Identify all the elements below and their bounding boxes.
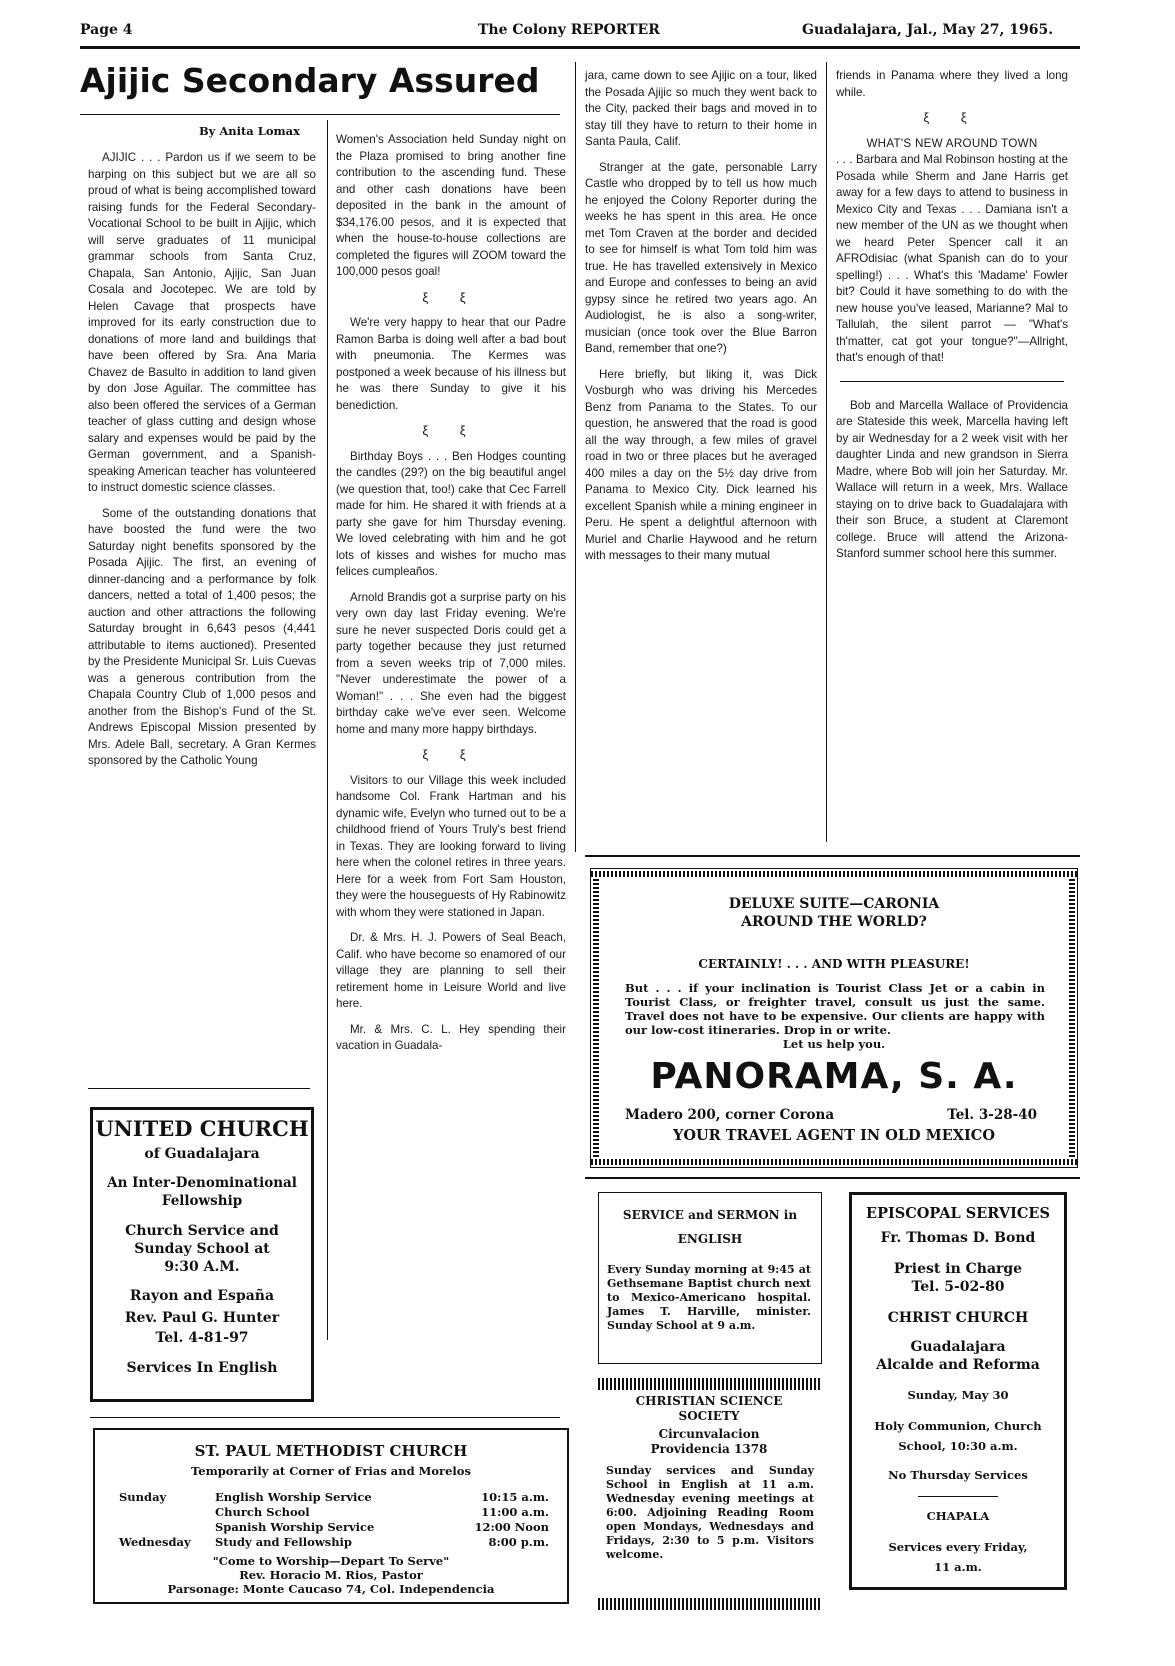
methodist-motto: "Come to Worship—Depart To Serve" (212, 1554, 450, 1568)
ad-title: DELUXE SUITE—CARONIA (728, 896, 940, 912)
schedule-day: Wednesday (119, 1535, 191, 1549)
baptist-ad (598, 1192, 822, 1364)
paragraph: AJIJIC . . . Pardon us if we seem to be harping on this subject but we are all so proud of what is being accomplished toward raising funds for the Federal Secondary-Vocational School to be built in Ajijic, which will serve graduates of 11 municipal grammar schools from Santa Cruz, Chapala, San Antonio, Ajijic, San Juan Cosala and Jocotepec. We are told by Helen Cavage that prospects have improved for its early construction due to donations of more land and buildings that have been offered by Sra. Ana Maria Chavez de Basulto in addition to land given by don Jose Aguilar. The committee has also been offered the services of a German teacher of glass cutting and design whose salary and expenses would be paid by the German government, and a Spanish-speaking American teacher has volunteered to instruct domestic science classes. (88, 151, 316, 494)
episcopal-note: No Thursday Services (888, 1468, 1028, 1482)
episcopal-service: Holy Communion, Church (874, 1419, 1042, 1433)
methodist-location: Temporarily at Corner of Frias and Morelos (191, 1464, 471, 1478)
church-service-time: 9:30 A.M. (164, 1259, 240, 1275)
dateline: Guadalajara, Jal., May 27, 1965. (802, 22, 1054, 38)
episcopal-chapala: CHAPALA (926, 1509, 990, 1523)
ad-phone: Tel. 3-28-40 (947, 1107, 1037, 1123)
schedule-item: Spanish Worship Service (215, 1520, 375, 1534)
schedule-item: Study and Fellowship (215, 1535, 352, 1549)
church-city: of Guadalajara (144, 1146, 260, 1162)
church-pastor: Rev. Paul G. Hunter (124, 1310, 280, 1326)
episcopal-date: Sunday, May 30 (907, 1388, 1009, 1402)
cs-street: Circunvalacion (658, 1427, 760, 1441)
episcopal-church: CHRIST CHURCH (887, 1310, 1029, 1326)
paragraph: . . . Barbara and Mal Robinson hosting at the Posada while Sherm and Jane Harris get away for a few days to attend to business in Mexico City and Texas . . . Damiana isn't a new member of the UN as we thought when we heard Peter Spencer call it an AFROdisiac (what Spanish can do to your spelling!) . . . What's this 'Madame' Fowler bit? Could it have something to do with the new house you've leased, Marianne? Mal to Tallulah, the silent parrot — "What's th'matter, cat got your tongue?"—Allright, that's enough of that! (836, 153, 1068, 364)
episcopal-chapala-time: 11 a.m. (934, 1560, 982, 1574)
border-pattern (593, 879, 599, 1157)
column-rule (826, 62, 827, 842)
schedule-time: 12:00 Noon (474, 1520, 549, 1534)
schedule-row (119, 1520, 549, 1535)
episcopal-ad (849, 1192, 1067, 1590)
paragraph: Birthday Boys . . . Ben Hodges counting the candles (29?) on the big beautiful angel (we question that, too!) cake that Cec Farrell made for him. He shared it with friends at a party she gave for him Thursday evening. We loved celebrating with him and he got lots of kisses and wishes for mucho mas felices cumpleaños. (336, 449, 566, 578)
schedule-day: Sunday (119, 1490, 167, 1504)
article-column-3 (585, 68, 817, 574)
episcopal-phone: Tel. 5-02-80 (911, 1279, 1005, 1295)
paragraph: Women's Association held Sunday night on the Plaza promised to bring another fine contribution to the ascending fund. These and other cash donations have been deposited in the bank in the amount of $34,176.00 pesos, and it is expected that when the house-to-house collections are completed the figures will ZOOM toward the 100,000 pesos goal! (336, 133, 566, 278)
methodist-parsonage: Parsonage: Monte Caucaso 74, Col. Independencia (167, 1582, 495, 1596)
church-service: Sunday School at (134, 1241, 270, 1257)
episcopal-role: Priest in Charge (893, 1261, 1023, 1277)
paragraph: Stranger at the gate, personable Larry Castle who dropped by to tell us how much he enjoyed the Colony Reporter during the weeks he has spent in this area. He once met Tom Craven at the border and decided to see for himself is what Tom told him was true. He has travelled extensively in Mexico and Europe and confesses to being an avid gypsy since he retired two years ago. An Audiologist, he is also a song-writer, musician (once took over the Blue Barron Band, remember that one?) (585, 160, 817, 355)
methodist-pastor: Rev. Horacio M. Rios, Pastor (239, 1568, 423, 1582)
church-phone: Tel. 4-81-97 (155, 1330, 249, 1346)
cs-title: CHRISTIAN SCIENCE (635, 1394, 783, 1408)
border-pattern (591, 1159, 1077, 1165)
paragraph: We're very happy to hear that our Padre Ramon Barba is doing well after a bad bout with pneumonia. The Kermes was postponed a week because of his illness but he was there Sunday to give it his benediction. (336, 316, 566, 412)
section-rule (90, 1417, 560, 1418)
paragraph: Mr. & Mrs. C. L. Hey spending their vacation in Guadala- (336, 1022, 566, 1052)
paragraph: jara, came down to see Ajijic on a tour, liked the Posada Ajijic so much they went back to the City, packed their bags and moved in to stay till they have to return to their home in Santa Paula, Calif. (585, 69, 817, 148)
ad-title: AROUND THE WORLD? (741, 914, 927, 930)
ornament: ξ ξ (923, 110, 981, 125)
paragraph: Bob and Marcella Wallace of Providencia are Stateside this week, Marcella having left by air Wednesday for a 2 week visit with her daughter Linda and new grandson in Sierra Madre, where Bob will join her Saturday. Mr. Wallace will return in a week, Mrs. Wallace staying on to drive back to Guadalajara with their son Bruce, a student at Claremont college. Bruce will attend the Arizona-Stanford summer school here this summer. (836, 398, 1068, 560)
article-column-1 (88, 150, 316, 779)
episcopal-priest: Fr. Thomas D. Bond (880, 1230, 1036, 1246)
episcopal-title: EPISCOPAL SERVICES (866, 1205, 1050, 1222)
schedule-time: 10:15 a.m. (481, 1490, 549, 1504)
ad-help: Let us help you. (782, 1037, 886, 1051)
section-title: WHAT'S NEW AROUND TOWN (866, 136, 1038, 150)
cs-address: Providencia 1378 (650, 1442, 768, 1456)
paragraph: Here briefly, but liking it, was Dick Vosburgh who was driving his Mercedes Benz from Panama to the States. To our question, he answered that the road is good all the way through, a few miles of gravel road in two or three places but he averaged 400 miles a day on the 5½ day drive from Panama to Mexico City. Dick learned his excellent Spanish while a mining engineer in Peru. He spent a delightful afternoon with Muriel and Charlie Haywood and he return with messages to their many mutual (585, 367, 817, 562)
schedule-row (119, 1490, 549, 1505)
methodist-name: ST. PAUL METHODIST CHURCH (194, 1442, 468, 1460)
column-rule (575, 62, 576, 852)
cs-body: Sunday services and Sunday School in English at 11 a.m. Wednesday evening meetings at 6:00. Adjoining Reading Room open Mondays, Wednesdays and Fridays, 2:30 to 5 p.m. Visitors welcome. (606, 1464, 814, 1561)
paragraph: Dr. & Mrs. H. J. Powers of Seal Beach, Calif. who have become so enamored of our village they are planning to sell their retirement home in Leisure World and live here. (336, 931, 566, 1010)
border-pattern (1069, 879, 1075, 1157)
cs-title: SOCIETY (678, 1409, 740, 1423)
baptist-title: ENGLISH (677, 1232, 743, 1246)
section-rule (840, 381, 1064, 382)
paper-title: The Colony REPORTER (478, 22, 660, 38)
church-note: Services In English (126, 1360, 278, 1376)
church-address: Rayon and España (129, 1288, 275, 1304)
church-service: Church Service and (125, 1223, 279, 1239)
methodist-ad (93, 1428, 569, 1604)
church-fellowship: Fellowship (161, 1193, 243, 1209)
episcopal-chapala-service: Services every Friday, (888, 1540, 1028, 1554)
byline: By Anita Lomax (198, 124, 300, 138)
episcopal-service: School, 10:30 a.m. (898, 1439, 1018, 1453)
section-rule (585, 855, 1080, 857)
section-rule (585, 1177, 1080, 1179)
column-rule (327, 120, 328, 1340)
article-column-2 (336, 132, 566, 1064)
church-fellowship: An Inter-Denominational (107, 1175, 297, 1191)
episcopal-address: Alcalde and Reforma (876, 1357, 1040, 1373)
church-name: UNITED CHURCH (95, 1116, 309, 1141)
schedule-time: 8:00 p.m. (488, 1535, 549, 1549)
baptist-body: Every Sunday morning at 9:45 at Gethsemane Baptist church next to Mexico-Americano hospital. James T. Harville, minister. Sunday School at 9 a.m. (607, 1263, 811, 1332)
ornament: ξ ξ (422, 289, 480, 305)
paragraph: Visitors to our Village this week included handsome Col. Frank Hartman and his dynamic wife, Evelyn who turned out to be a childhood friend of Yours Truly's best friend in Texas. They are looking forward to living here when the colonel retires in three years. Here for a week from Fort Sam Houston, they were the houseguests of Hy Rabinowitz with whom they were stationed in Japan. (336, 773, 566, 919)
schedule-time: 11:00 a.m. (481, 1505, 549, 1519)
border-pattern (598, 1378, 820, 1390)
paragraph: friends in Panama where they lived a long while. (836, 69, 1068, 99)
ornament: ξ ξ (422, 747, 480, 762)
border-pattern (591, 871, 1077, 877)
schedule-row (119, 1505, 549, 1520)
episcopal-city: Guadalajara (910, 1339, 1006, 1355)
section-rule (88, 1088, 310, 1089)
ad-company-name: PANORAMA, S. A. (650, 1056, 1018, 1097)
paragraph: Some of the outstanding donations that have boosted the fund were the two Saturday night benefits sponsored by the Posada Ajijic. The first, an evening of dinner-dancing and a performance by folk dancers, netted a total of 1,400 pesos; the auction and other attractions the following Saturday brought in 6,643 pesos (4,441 attributable to items auctioned). Presented by the Presidente Municipal Sr. Luis Cuevas was a generous contribution from the Chapala Country Club of 1,000 pesos and another from the Bishop's Fund of the St. Andrews Episcopal Mission presented by Mrs. Adele Ball, secretary. A Gran Kermes sponsored by the Catholic Young (88, 506, 316, 767)
border-pattern (598, 1598, 820, 1610)
ad-slogan: YOUR TRAVEL AGENT IN OLD MEXICO (673, 1127, 995, 1144)
page-number: Page 4 (80, 22, 133, 38)
schedule-item: Church School (215, 1505, 310, 1519)
paragraph: Arnold Brandis got a surprise party on his very own day last Friday evening. We're sure he never suspected Doris could get a party together because they just returned from a seven weeks trip of 7,000 miles. "Never underestimate the power of a Woman!" . . . She even had the biggest birthday cake we've ever seen. Welcome home and many more happy birthdays. (336, 590, 566, 736)
ad-tagline: CERTAINLY! . . . AND WITH PLEASURE! (698, 957, 970, 971)
ornament: ξ ξ (422, 423, 480, 438)
christian-science-ad (598, 1378, 820, 1610)
schedule-row (119, 1535, 549, 1550)
headline-rule (80, 114, 560, 115)
article-column-4 (836, 68, 1068, 572)
schedule-item: English Worship Service (215, 1490, 372, 1504)
masthead-rule (80, 46, 1080, 49)
panorama-ad (590, 868, 1078, 1168)
ad-body: But . . . if your inclination is Tourist Class Jet or a cabin in Tourist Class, or freighter travel, consult us just the same. Travel does not have to be expensive. Our clients are happy with our low-cost itineraries. Drop in or write. (625, 981, 1045, 1037)
headline: Ajijic Secondary Assured (80, 61, 540, 100)
ad-address: Madero 200, corner Corona (625, 1107, 835, 1123)
baptist-title: SERVICE and SERMON in (622, 1208, 798, 1222)
united-church-ad (90, 1107, 314, 1402)
section-rule (918, 1496, 998, 1497)
